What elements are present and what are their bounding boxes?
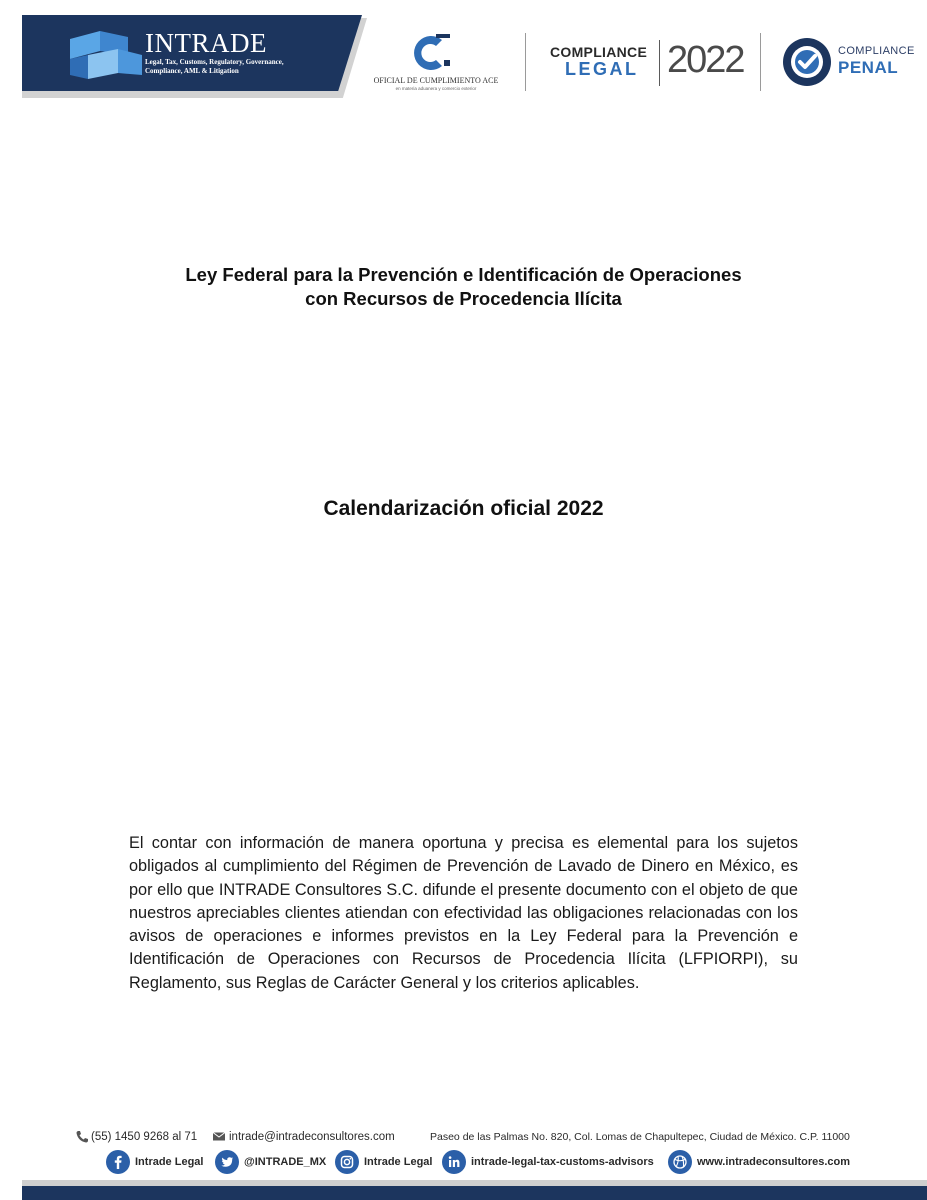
ace-subtitle: en materia aduanera y comercio exterior — [395, 86, 477, 91]
footer-linkedin[interactable]: intrade-legal-tax-customs-advisors — [471, 1156, 654, 1168]
footer-instagram[interactable]: Intrade Legal — [364, 1156, 433, 1168]
header-divider — [525, 33, 526, 91]
compliance-penal-line2: PENAL — [838, 58, 899, 77]
section-title: Calendarización oficial 2022 — [323, 497, 604, 520]
footer-facebook[interactable]: Intrade Legal — [135, 1156, 204, 1168]
compliance-penal-check-icon — [782, 37, 832, 87]
document-title — [100, 263, 827, 311]
compliance-penal-line1: COMPLIANCE — [838, 45, 915, 57]
intrade-cubes-logo — [66, 25, 146, 85]
intrade-brand-name: INTRADE — [145, 28, 267, 58]
header-divider — [760, 33, 761, 91]
compliance-legal-divider — [659, 40, 660, 86]
instagram-icon[interactable] — [335, 1150, 359, 1174]
compliance-legal-year: 2022 — [667, 39, 744, 81]
footer-email[interactable]: intrade@intradeconsultores.com — [229, 1131, 395, 1143]
facebook-icon[interactable] — [106, 1150, 130, 1174]
twitter-icon[interactable] — [215, 1150, 239, 1174]
ace-title: OFICIAL DE CUMPLIMIENTO ACE — [373, 76, 499, 85]
footer-phone: (55) 1450 9268 al 71 — [91, 1131, 198, 1143]
document-title-line2: con Recursos de Procedencia Ilícita — [305, 288, 622, 309]
compliance-legal-line1: COMPLIANCE — [550, 44, 648, 60]
website-globe-icon[interactable] — [668, 1150, 692, 1174]
compliance-legal-line2: LEGAL — [565, 59, 639, 79]
ace-c-logo — [408, 32, 456, 74]
footer-website[interactable]: www.intradeconsultores.com — [697, 1156, 851, 1168]
footer-address: Paseo de las Palmas No. 820, Col. Lomas de Chapultepec, Ciudad de México. C.P. 11000 — [430, 1131, 850, 1143]
linkedin-icon[interactable] — [442, 1150, 466, 1174]
document-title-line1: Ley Federal para la Prevención e Identificación de Operaciones — [185, 264, 742, 285]
phone-icon — [75, 1130, 89, 1143]
intro-paragraph: El contar con información de manera oportuna y precisa es elemental para los sujetos obligados al cumplimiento del Régimen de Prevención de Lavado de Dinero en México, es por ello que INTRADE Consultores S.C. difunde el presente documento con el objeto de que nuestros apreciables clientes atiendan con efectividad las obligaciones relacionadas con los avisos de operaciones e informes previstos en la Ley Federal para la Prevención e Identificación de Operaciones con Recursos de Procedencia Ilícita (LFPIORPI), su Reglamento, sus Reglas de Carácter General y los criterios aplicables. — [129, 834, 798, 992]
intrade-tagline: Legal, Tax, Customs, Regulatory, Governance, Compliance, AML & Litigation — [145, 58, 284, 75]
footer-twitter[interactable]: @INTRADE_MX — [244, 1156, 327, 1168]
footer-band-navy — [22, 1186, 927, 1200]
email-icon — [212, 1130, 226, 1143]
